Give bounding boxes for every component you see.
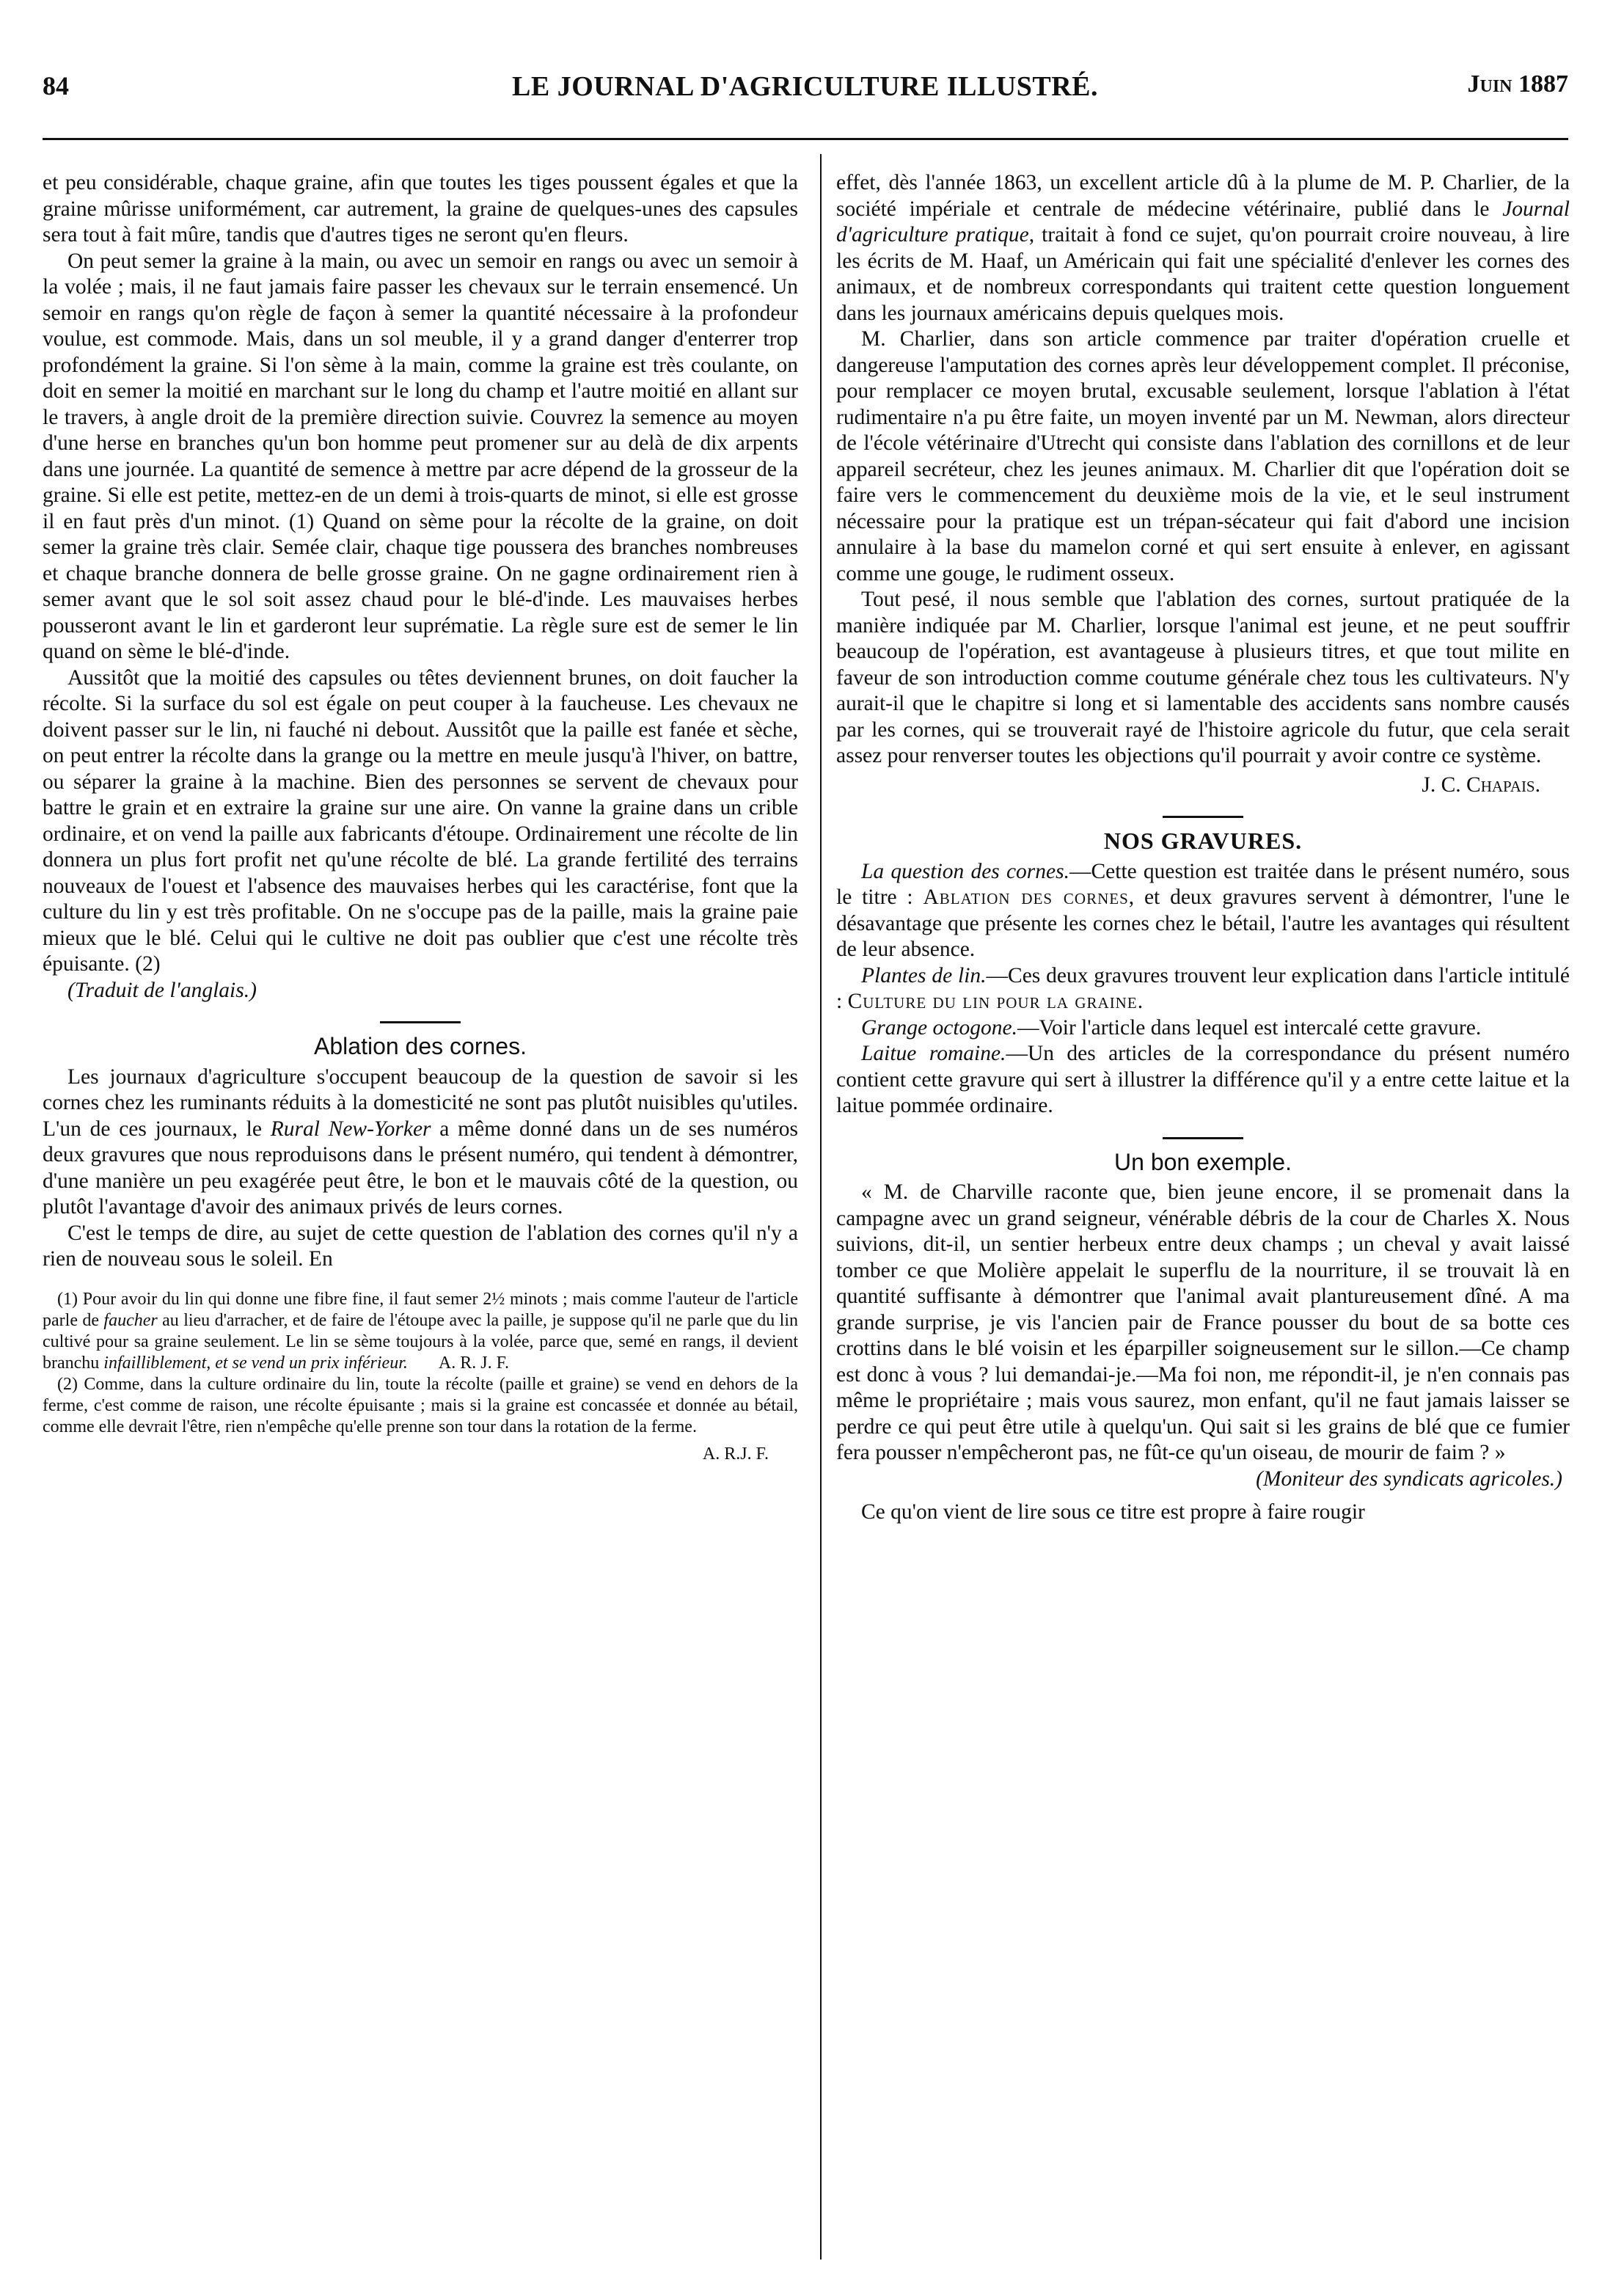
column-divider <box>820 154 822 2260</box>
right-column <box>836 170 1570 1526</box>
paragraph: Tout pesé, il nous semble que l'ablation des cornes, surtout pratiquée de la manière indiquée par M. Charlier, lorsque l'animal est jeune, et ne peut souffrir beaucoup de l'opération, est avantageuse à plusieurs titres, et que tout milite en faveur de son introduction comme coutume générale chez tous les cultivateurs. N'y aurait-il que le chapitre si long et si lamentable des accidents sans nombre causés par les cornes, qui se trouverait rayé de l'histoire agricole du futur, que cela serait assez pour renverser toutes les objections qu'il pourrait y avoir contre ce système. <box>836 588 1570 767</box>
quotation: « M. de Charville raconte que, bien jeune encore, il se promenait dans la campagne avec un grand seigneur, vénérable débris de la cour de Charles X. Nous suivions, dit-il, un sentier herbeux entre deux champs ; un cheval y avait laissé tomber ce que Molière appelait le superflu de la nourriture, il se trouvait là en quantité suffisante à démontrer que l'animal avait plantureusement dîné. A ma grande surprise, je vis l'ancien pair de France pousser du bout de sa botte ces crottins dans le blé voisin et les éparpiller soigneusement sur le sillon.—Ce champ est donc à vous ? lui demandai-je.—Ma foi non, me répondit-il, je n'en connais pas même le propriétaire ; mais vous saurez, mon enfant, qu'il ne faut jamais laisser se perdre ce qui peut être utile à quelqu'un. Qui sait si les grains de blé que ce fumier fera pousser n'empêcheront pas, ne fût-ce qu'un oiseau, de mourir de faim ? » <box>836 1180 1570 1464</box>
paragraph: C'est le temps de dire, au sujet de cette question de l'ablation des cornes qu'il n'y a rien de nouveau sous le soleil. En <box>43 1221 798 1271</box>
paragraph: M. Charlier, dans son article commence par traiter d'opération cruelle et dangereuse l'amputation des cornes après leur développement complet. Il préconise, pour remplacer ce moyen brutal, excusable seulement, lorsque l'ablation à l'état rudimentaire n'a pu être faite, un moyen inventé par un M. Newman, alors directeur de l'école vétérinaire d'Utrecht qui consiste dans l'ablation des cornillons et de leur appareil secréteur, chez les jeunes animaux. M. Charlier dit que l'opération doit se faire vers le commencement du deuxième mois de la vie, et le seul instrument nécessaire pour la pratique est un trépan-sécateur qui fait d'abord une incision annulaire à la base du mamelon corné et qui sert ensuite à enlever, en agissant comme une gouge, le rudiment osseux. <box>836 327 1570 585</box>
page-header <box>43 70 1568 122</box>
section-heading-exemple: Un bon exemple. <box>1114 1148 1292 1175</box>
section-rule <box>1163 1137 1243 1139</box>
journal-title: LE JOURNAL D'AGRICULTURE ILLUSTRÉ. <box>512 71 1099 102</box>
paragraph: et peu considérable, chaque graine, afin que toutes les tiges poussent égales et que la graine mûrisse uniformément, car autrement, la graine de quelques-unes des capsules sera tout à fait mûre, tandis que d'autres tiges ne seront qu'en fleurs. <box>43 171 798 246</box>
gravure-entry: La question des cornes.—Cette question est traitée dans le présent numéro, sous le titre : Ablation des cornes, et deux gravures servent à démontrer, l'une le désavantage que présente les cornes chez le bétail, l'autre les avantages qui résultent de leur absence. <box>836 859 1570 961</box>
page-number: 84 <box>43 71 69 101</box>
footnote-2: (2) Comme, dans la culture ordinaire du lin, toute la récolte (paille et graine) se vend en dehors de la ferme, c'est comme de raison, une récolte épuisante ; mais si la graine est concassée et donnée au bétail, comme elle devrait l'être, rien n'empêche qu'elle prenne son tour dans la rotation de la ferme. <box>43 1374 798 1436</box>
section-heading-ablation: Ablation des cornes. <box>314 1033 527 1059</box>
translation-note: (Traduit de l'anglais.) <box>67 978 257 1002</box>
paragraph: Les journaux d'agriculture s'occupent beaucoup de la question de savoir si les cornes chez les ruminants réduits à la domesticité ne sont pas plutôt nuisibles qu'utiles. L'un de ces journaux, le Rural New-Yorker a même donné dans un de ses numéros deux gravures que nous reproduisons dans le présent numéro, qui tendent à démontrer, d'une manière un peu exagérée peut être, le bon et le mauvais côté de la question, ou plutôt l'avantage d'avoir des animaux privés de leurs cornes. <box>43 1064 798 1219</box>
author-signature: J. C. Chapais. <box>1422 772 1540 797</box>
section-heading-gravures: NOS GRAVURES. <box>1103 828 1303 854</box>
paragraph: effet, dès l'année 1863, un excellent article dû à la plume de M. P. Charlier, de la société impériale et centrale de médecine vétérinaire, publié dans le Journal d'agriculture pratique, traitait à fond ce sujet, qu'on pourrait croire nouveau, à lire les écrits de M. Haaf, un Américain qui fait une spécialité d'enlever les cornes des animaux, et de nombreux correspondants qui traitent cette question longuement dans les journaux américains depuis quelques mois. <box>836 171 1570 325</box>
section-rule <box>1163 816 1243 818</box>
left-column <box>43 170 798 1465</box>
footnote-1: (1) Pour avoir du lin qui donne une fibre fine, il faut semer 2½ minots ; mais comme l'auteur de l'article parle de faucher au lieu d'arracher, et de faire de l'étoupe avec la paille, je suppose qu'il ne parle que du lin cultivé pour sa graine seulement. Le lin se sème toujours à la volée, parce que, semé en rangs, il devient branchu infailliblement, et se vend un prix inférieur. A. R. J. F. <box>43 1289 798 1373</box>
issue-date: Juin 1887 <box>1467 70 1568 98</box>
gravure-entry: Grange octogone.—Voir l'article dans lequel est intercalé cette gravure. <box>861 1015 1482 1040</box>
header-rule <box>43 138 1568 140</box>
gravure-entry: Laitue romaine.—Un des articles de la correspondance du présent numéro contient cette gravure qui sert à illustrer la différence qu'il y a entre cette laitue et la laitue pommée ordinaire. <box>836 1042 1570 1117</box>
section-rule <box>380 1021 461 1023</box>
footnotes <box>43 1289 798 1465</box>
paragraph: On peut semer la graine à la main, ou avec un semoir en rangs ou avec un semoir à la volée ; mais, il ne faut jamais faire passer les chevaux sur le terrain ensemencé. Un semoir en rangs qu'on règle de façon à semer la quantité nécessaire à la profondeur voulue, est commode. Mais, dans un sol meuble, il y a grand danger d'enterrer trop profondément la graine. Si l'on sème à la main, comme la graine est très coulante, on doit en semer la moitié en marchant sur le long du champ et l'autre moitié en allant sur le travers, à angle droit de la première direction suivie. Couvrez la semence au moyen d'une herse en branches qu'un bon homme peut promener sur au delà de dix arpents dans une journée. La quantité de semence à mettre par acre dépend de la grosseur de la graine. Si elle est petite, mettez-en de un demi à trois-quarts de minot, si elle est grosse il en faut près d'un minot. (1) Quand on sème pour la récolte de la graine, on doit semer la graine très clair. Semée clair, chaque tige poussera des branches nombreuses et chaque branche donnera de belle grosse graine. On ne gagne ordinairement rien à semer avant que le sol soit assez chaud pour le blé-d'inde. Les mauvaises herbes pousseront avant le lin et garderont leur suprématie. La règle sure est de semer le lin quand on sème le blé-d'inde. <box>43 249 798 663</box>
paragraph: Ce qu'on vient de lire sous ce titre est propre à faire rougir <box>861 1500 1365 1524</box>
gravure-entry: Plantes de lin.—Ces deux gravures trouvent leur explication dans l'article intitulé : Culture du lin pour la graine. <box>836 963 1570 1013</box>
quote-source: (Moniteur des syndicats agricoles.) <box>1256 1466 1562 1491</box>
footnote-signature: A. R.J. F. <box>702 1444 769 1464</box>
paragraph: Aussitôt que la moitié des capsules ou têtes deviennent brunes, on doit faucher la récolte. Si la surface du sol est égale on peut couper à la faucheuse. Les chevaux ne doivent passer sur le lin, ni fauché ni debout. Aussitôt que la paille est fanée et sèche, on peut entrer la récolte dans la grange ou la mettre en meule jusqu'à l'hiver, on battre, ou séparer la graine à la machine. Bien des personnes se servent de chevaux pour battre le grain et en extraire la graine sur une aire. On vanne la graine dans un crible ordinaire, et on vend la paille aux fabricants d'étoupe. Ordinairement une récolte de lin donnera un plus fort profit net qu'une récolte de blé. La grande fertilité des terrains nouveaux de l'ouest et l'absence des mauvaises herbes qui les caractérise, font que la culture du lin y est très profitable. On ne s'occupe pas de la paille, mais la graine paie mieux que le blé. Celui qui le cultive ne doit pas oublier que c'est une récolte très épuisante. (2) <box>43 665 798 976</box>
